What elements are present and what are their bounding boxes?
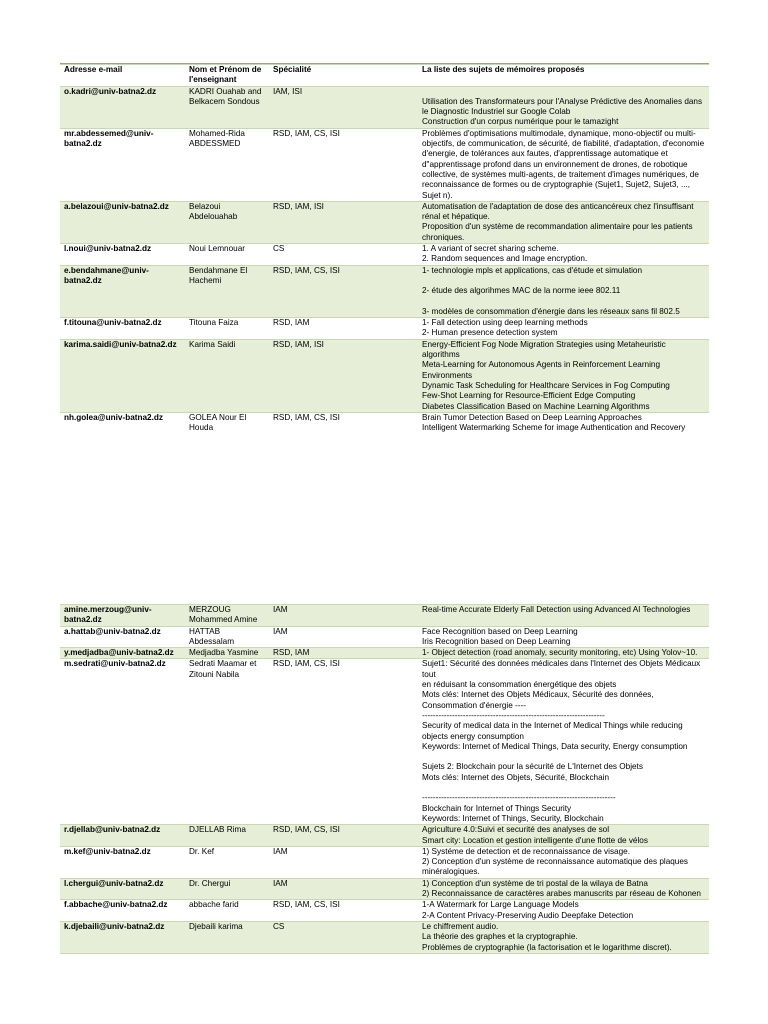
subject-line: Sujet1: Sécurité des données médicales dans l'Internet des Objets Médicaux tout xyxy=(422,659,701,679)
specialty-cell: RSD, IAM, CS, ISI xyxy=(273,825,340,835)
subject-line xyxy=(422,752,705,762)
subject-line: 2. Random sequences and Image encryption. xyxy=(422,254,588,264)
table-row xyxy=(60,846,709,878)
table-row xyxy=(60,824,709,846)
specialty-cell: IAM, ISI xyxy=(273,86,303,96)
subjects-cell xyxy=(418,922,709,953)
subject-line xyxy=(422,783,705,793)
table-row xyxy=(60,412,709,434)
email-cell: l.noui@univ-batna2.dz xyxy=(64,244,152,254)
table-row xyxy=(60,899,709,921)
subject-line: 1-A Watermark for Large Language Models xyxy=(422,900,579,910)
table-row xyxy=(60,604,709,626)
table-body-top xyxy=(60,86,709,434)
specialty-cell: RSD, IAM xyxy=(273,318,310,328)
subject-line: Brain Tumor Detection Based on Deep Learning Approaches xyxy=(422,412,642,422)
email-cell: f.titouna@univ-batna2.dz xyxy=(64,318,162,328)
teacher-name-cell: Karima Saidi xyxy=(189,339,236,349)
specialty-cell: IAM xyxy=(273,626,288,636)
subjects-cell xyxy=(418,627,709,648)
subject-line: 1. A variant of secret sharing scheme. xyxy=(422,244,559,254)
specialty-cell: RSD, IAM, ISI xyxy=(273,339,324,349)
subjects-cell xyxy=(418,129,709,201)
subjects-cell xyxy=(418,605,709,626)
subject-line: Few-Shot Learning for Resource-Efficient Edge Computing xyxy=(422,391,636,401)
table-header-row xyxy=(60,64,709,86)
email-cell: m.kef@univ-batna2.dz xyxy=(64,846,151,856)
specialty-cell: RSD, IAM, CS, ISI xyxy=(273,659,340,669)
teacher-name-cell: Dr. Chergui xyxy=(189,878,231,888)
subjects-cell xyxy=(418,879,709,900)
subject-line: 1) Conception d'un système de tri postal de la wilaya de Batna xyxy=(422,878,648,888)
subject-line: Keywords: Internet of Things, Security, Blockchain xyxy=(422,813,604,823)
table-row xyxy=(60,921,709,954)
subjects-cell xyxy=(418,266,709,317)
teacher-name-cell: Belazoui Abdelouahab xyxy=(189,201,238,222)
subject-line: Utilisation des Transformateurs pour l'Analyse Prédictive des Anomalies dans le Diagnostic Industriel sur Google Colab xyxy=(422,96,703,117)
subject-line: Mots clés: Internet des Objets, Sécurité, Blockchain xyxy=(422,772,610,782)
subjects-cell xyxy=(418,825,709,846)
teacher-name-cell: abbache farid xyxy=(189,900,239,910)
subject-line: Energy-Efficient Fog Node Migration Strategies using Metaheuristic algorithms xyxy=(422,339,666,360)
table-row xyxy=(60,86,709,128)
subject-line: 1- technologie mpls et applications, cas d'étude et simulation xyxy=(422,265,643,275)
subject-line: 2- étude des algorihmes MAC de la norme ieee 802.11 xyxy=(422,286,621,296)
specialty-cell: IAM xyxy=(273,605,288,614)
subject-line: Keywords: Internet of Medical Things, Data security, Energy consumption xyxy=(422,741,688,751)
subject-line: Smart city: Location et gestion intelligente d'une flotte de vélos xyxy=(422,835,648,845)
table-row xyxy=(60,128,709,201)
subject-line: Mots clés: Internet des Objets Médicaux, Sécurité des données, Consommation d'énergie ---- xyxy=(422,690,654,710)
subject-line: 2) Conception d'un système de reconnaissance automatique des plaques minéralogiques. xyxy=(422,857,689,877)
subject-line xyxy=(422,276,705,286)
specialty-cell: CS xyxy=(273,244,285,254)
specialty-cell: IAM xyxy=(273,846,288,856)
subjects-cell xyxy=(418,340,709,412)
table-row xyxy=(60,626,709,648)
table-row xyxy=(60,339,709,412)
email-cell: amine.merzoug@univ-batna2.dz xyxy=(64,605,152,625)
teacher-name-cell: KADRI Ouahab and Belkacem Sondous xyxy=(189,86,262,106)
email-cell: k.djebaili@univ-batna2.dz xyxy=(64,921,165,931)
subjects-cell xyxy=(418,648,709,658)
subject-line: Real-time Accurate Elderly Fall Detection using Advanced AI Technologies xyxy=(422,605,691,614)
teacher-name-cell: Noui Lemnouar xyxy=(189,244,245,254)
subject-line: 3- modèles de consommation d'énergie dans les réseaux sans fil 802.5 xyxy=(422,306,680,316)
subject-line: Proposition d'un système de recommandation alimentaire pour les patients chroniques. xyxy=(422,222,693,242)
subject-line xyxy=(422,87,705,97)
subject-line: Problèmes de cryptographie (la factorisation et le logarithme discret). xyxy=(422,942,672,952)
subject-line: 1) Systéme de detection et de reconnaissance de visage. xyxy=(422,846,630,856)
teacher-name-cell: DJELLAB Rima xyxy=(189,825,246,835)
subjects-cell xyxy=(418,202,709,243)
header-specialty: Spécialité xyxy=(273,65,312,74)
subject-line: en réduisant la consommation énergétique des objets xyxy=(422,680,617,690)
teachers-table-top xyxy=(60,63,709,433)
subject-line: 2-A Content Privacy-Preserving Audio Deepfake Detection xyxy=(422,910,634,920)
subject-line: Problèmes d'optimisations multimodale, dynamique, mono-objectif ou multi-objectifs, de communication, de sécurité, de fiabilité, d'adaptation, d'economie d'energie, de tolérances aux fautes, d'apprentissage automatique et d"apprentissage profond dans un environnement de drones, de robotique collective, de systèmes multi-agents, de traitement d'images numériques, de reconnaissance de formes ou de cryptographie (Sujet1, Sujet2, Sujet3, ..., Sujet n). xyxy=(422,128,705,200)
subjects-cell xyxy=(418,413,709,434)
table-body-bottom xyxy=(60,604,709,954)
specialty-cell: RSD, IAM, CS, ISI xyxy=(273,128,340,138)
email-cell: r.djellab@univ-batna2.dz xyxy=(64,825,161,835)
teacher-name-cell: MERZOUG Mohammed Amine xyxy=(189,605,258,625)
subject-line: Iris Recognition based on Deep Learning xyxy=(422,636,571,646)
subjects-cell xyxy=(418,87,709,128)
header-name: Nom et Prénom de l'enseignant xyxy=(189,65,262,85)
subject-line: Automatisation de l'adaptation de dose des anticancéreux chez l'insuffisant rénal et hépatique. xyxy=(422,201,694,222)
email-cell: mr.abdessemed@univ-batna2.dz xyxy=(64,128,154,149)
subject-line xyxy=(422,297,705,307)
table-row xyxy=(60,878,709,900)
subject-line: Agriculture 4.0:Suivi et securité des analyses de sol xyxy=(422,825,610,835)
email-cell: a.belazoui@univ-batna2.dz xyxy=(64,201,169,211)
subject-line: Le chiffrement audio. xyxy=(422,921,499,931)
table-row xyxy=(60,658,709,824)
subject-line: ------------------------------------------------------------------- xyxy=(422,710,605,720)
email-cell: e.bendahmane@univ-batna2.dz xyxy=(64,265,149,285)
subject-line: La théorie des graphes et la cryptographie. xyxy=(422,932,578,942)
email-cell: o.kadri@univ-batna2.dz xyxy=(64,86,157,96)
subject-line: 1- Object detection (road anomaly, security monitoring, etc) Using Yolov~10. xyxy=(422,648,698,658)
table-row xyxy=(60,647,709,658)
subject-line: Sujets 2: Blockchain pour la sécurité de L'Internet des Objets xyxy=(422,762,643,772)
teacher-name-cell: Bendahmane El Hachemi xyxy=(189,265,248,285)
table-row xyxy=(60,317,709,339)
header-email: Adresse e-mail xyxy=(64,65,123,74)
teacher-name-cell: Sedrati Maamar et Zitouni Nabila xyxy=(189,659,257,679)
teacher-name-cell: Djebaili karima xyxy=(189,921,243,931)
subjects-cell xyxy=(418,244,709,265)
teacher-name-cell: Mohamed-Rida ABDESSMED xyxy=(189,128,245,149)
subject-line: Diabetes Classification Based on Machine Learning Algorithms xyxy=(422,401,650,411)
teacher-name-cell: GOLEA Nour El Houda xyxy=(189,412,247,433)
email-cell: y.medjadba@univ-batna2.dz xyxy=(64,648,174,658)
specialty-cell: RSD, IAM, CS, ISI xyxy=(273,265,340,275)
email-cell: a.hattab@univ-batna2.dz xyxy=(64,626,161,636)
subject-line: Blockchain for Internet of Things Security xyxy=(422,803,572,813)
subject-line: Construction d'un corpus numérique pour le tamazight xyxy=(422,117,619,127)
subject-line: Meta-Learning for Autonomous Agents in Reinforcement Learning Environments xyxy=(422,360,661,380)
subject-line: Face Recognition based on Deep Learning xyxy=(422,626,578,636)
subject-line: 1- Fall detection using deep learning methods xyxy=(422,318,588,328)
subject-line: objects energy consumption xyxy=(422,731,524,741)
subjects-cell xyxy=(418,659,709,824)
subject-line: Intelligent Watermarking Scheme for image Authentication and Recovery xyxy=(422,423,686,433)
specialty-cell: RSD, IAM, CS, ISI xyxy=(273,900,340,910)
specialty-cell: IAM xyxy=(273,878,288,888)
subject-line: ----------------------------------------------------------------------- xyxy=(422,793,616,803)
header-subjects: La liste des sujets de mémoires proposés xyxy=(422,65,585,74)
subject-line: 2- Human presence detection system xyxy=(422,328,558,338)
table-row xyxy=(60,265,709,317)
specialty-cell: RSD, IAM, CS, ISI xyxy=(273,412,340,422)
specialty-cell: CS xyxy=(273,921,285,931)
teacher-name-cell: HATTAB Abdessalam xyxy=(189,626,235,646)
subject-line: Security of medical data in the Internet of Medical Things while reducing xyxy=(422,721,683,731)
teacher-name-cell: Medjadba Yasmine xyxy=(189,648,259,658)
email-cell: nh.golea@univ-batna2.dz xyxy=(64,412,163,422)
subjects-cell xyxy=(418,900,709,921)
specialty-cell: RSD, IAM, ISI xyxy=(273,201,324,211)
subject-line: 2) Reconnaissance de caractères arabes manuscrits par réseau de Kohonen xyxy=(422,889,701,899)
table-row xyxy=(60,201,709,243)
subject-line: Dynamic Task Scheduling for Healthcare Services in Fog Computing xyxy=(422,380,670,390)
teachers-table-bottom xyxy=(60,604,709,954)
specialty-cell: RSD, IAM xyxy=(273,648,310,658)
subjects-cell xyxy=(418,318,709,339)
email-cell: f.abbache@univ-batna2.dz xyxy=(64,900,168,910)
table-row xyxy=(60,243,709,265)
email-cell: l.chergui@univ-batna2.dz xyxy=(64,878,164,888)
teacher-name-cell: Dr. Kef xyxy=(189,846,215,856)
teacher-name-cell: Titouna Faiza xyxy=(189,318,239,328)
email-cell: karima.saidi@univ-batna2.dz xyxy=(64,339,177,349)
subjects-cell xyxy=(418,847,709,878)
email-cell: m.sedrati@univ-batna2.dz xyxy=(64,659,166,669)
